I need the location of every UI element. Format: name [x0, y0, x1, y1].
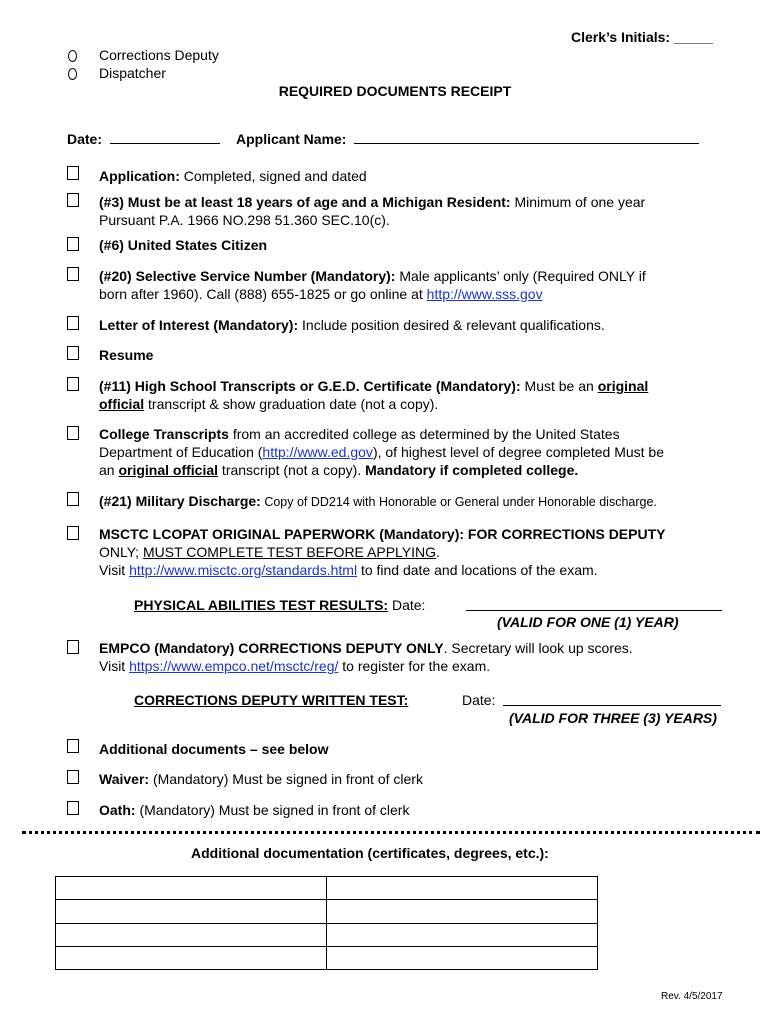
selective-service-line2: born after 1960). Call (888) 655-1825 or go online at	[99, 286, 427, 302]
sss-link[interactable]: http://www.sss.gov	[426, 286, 543, 302]
clerk-initials-blank[interactable]: _____	[673, 29, 713, 45]
page-title: REQUIRED DOCUMENTS RECEIPT	[278, 83, 512, 99]
table-cell[interactable]	[327, 900, 598, 923]
selective-service-text: Male applicants’ only (Required ONLY if	[395, 268, 646, 284]
age-item	[99, 193, 727, 229]
written-test-date-label: Date:	[462, 692, 496, 708]
clerk-initials-label: Clerk’s Initials:	[571, 29, 671, 45]
waiver-checkbox[interactable]	[67, 770, 79, 784]
additional-item: Additional documents – see below	[99, 741, 329, 757]
college-mandatory: Mandatory if completed college.	[365, 462, 579, 478]
pat-label: PHYSICAL ABILITIES TEST RESULTS:	[134, 597, 389, 613]
waiver-title: Waiver:	[99, 771, 150, 787]
application-checkbox[interactable]	[67, 166, 79, 180]
msctc-checkbox[interactable]	[67, 526, 79, 540]
highschool-text2: transcript & show graduation date (not a copy).	[144, 396, 439, 412]
additional-documentation-table	[55, 876, 598, 970]
msctc-line3a: Visit	[99, 562, 130, 578]
waiver-item	[99, 770, 727, 788]
application-text: Completed, signed and dated	[179, 168, 367, 184]
college-checkbox[interactable]	[67, 426, 79, 440]
table-cell[interactable]	[327, 877, 598, 900]
pat-date-label: Date:	[388, 597, 426, 613]
written-test-label: CORRECTIONS DEPUTY WRITTEN TEST:	[134, 692, 409, 708]
table-cell[interactable]	[327, 923, 598, 946]
highschool-title: (#11) High School Transcripts or G.E.D. Certificate (Mandatory):	[99, 378, 521, 394]
oath-item	[99, 801, 727, 819]
college-line2b: ), of highest level of degree completed Must be	[372, 444, 664, 460]
applicant-name-label: Applicant Name:	[236, 131, 347, 147]
selective-service-title: (#20) Selective Service Number (Mandatory):	[99, 268, 396, 284]
table-row	[56, 877, 598, 900]
table-cell[interactable]	[327, 946, 598, 969]
college-title: College Transcripts	[99, 426, 229, 442]
empco-text: . Secretary will look up scores.	[443, 640, 633, 656]
corrections-deputy-label: Corrections Deputy	[99, 47, 219, 63]
empco-line2b: to register for the exam.	[338, 658, 491, 674]
college-line2a: Department of Education (	[99, 444, 263, 460]
college-original-official: original official	[118, 462, 219, 478]
college-text: from an accredited college as determined by the United States	[228, 426, 620, 442]
applicant-name-field	[236, 131, 699, 147]
application-item	[99, 167, 727, 185]
college-item	[99, 425, 727, 479]
oath-checkbox[interactable]	[67, 801, 79, 815]
pat-valid-note: (VALID FOR ONE (1) YEAR)	[497, 614, 679, 630]
empco-title: EMPCO (Mandatory) CORRECTIONS DEPUTY ONLY	[99, 640, 444, 656]
dispatcher-radio[interactable]	[68, 68, 77, 80]
corrections-deputy-radio[interactable]	[68, 50, 77, 62]
age-title: (#3) Must be at least 18 years of age and a Michigan Resident:	[99, 194, 511, 210]
college-line3a: an	[99, 462, 119, 478]
waiver-text: (Mandatory) Must be signed in front of clerk	[149, 771, 423, 787]
written-test-date-line[interactable]	[503, 705, 721, 706]
letter-checkbox[interactable]	[67, 316, 79, 330]
highschool-item	[99, 377, 727, 413]
letter-item	[99, 316, 727, 334]
college-line3b: transcript (not a copy).	[218, 462, 366, 478]
table-row	[56, 900, 598, 923]
date-label: Date:	[67, 131, 103, 147]
oath-text: (Mandatory) Must be signed in front of clerk	[135, 802, 410, 818]
misctc-link[interactable]: http://www.misctc.org/standards.html	[129, 562, 358, 578]
application-title: Application:	[99, 168, 180, 184]
military-item	[99, 492, 727, 511]
empco-checkbox[interactable]	[67, 640, 79, 654]
msctc-line3b: to find date and locations of the exam.	[357, 562, 598, 578]
table-cell[interactable]	[56, 900, 327, 923]
date-field	[67, 131, 220, 147]
dispatcher-label: Dispatcher	[99, 65, 166, 81]
military-checkbox[interactable]	[67, 492, 79, 506]
clerk-initials	[571, 29, 713, 45]
table-cell[interactable]	[56, 923, 327, 946]
msctc-must-complete: MUST COMPLETE TEST BEFORE APPLYING	[142, 544, 437, 560]
table-row	[56, 946, 598, 969]
ed-gov-link[interactable]: http://www.ed.gov	[262, 444, 373, 460]
resume-item: Resume	[99, 347, 154, 363]
section-divider	[22, 831, 760, 834]
age-line2: Pursuant P.A. 1966 NO.298 51.360 SEC.10(c).	[99, 212, 390, 228]
age-checkbox[interactable]	[67, 193, 79, 207]
military-text: Copy of DD214 with Honorable or General under Honorable discharge.	[260, 495, 657, 509]
date-input-line[interactable]	[110, 143, 220, 144]
letter-title: Letter of Interest (Mandatory):	[99, 317, 299, 333]
msctc-line2a: ONLY;	[99, 544, 143, 560]
table-cell[interactable]	[56, 946, 327, 969]
selective-service-item	[99, 267, 727, 303]
citizen-checkbox[interactable]	[67, 237, 79, 251]
selective-service-checkbox[interactable]	[67, 267, 79, 281]
pat-row	[134, 597, 425, 613]
msctc-line2b: .	[436, 544, 440, 560]
highschool-text: Must be an	[520, 378, 598, 394]
highschool-official: official	[99, 396, 145, 412]
highschool-original: original	[597, 378, 649, 394]
table-cell[interactable]	[56, 877, 327, 900]
written-test-valid-note: (VALID FOR THREE (3) YEARS)	[509, 710, 717, 726]
applicant-name-input-line[interactable]	[354, 143, 699, 144]
letter-text: Include position desired & relevant qualifications.	[298, 317, 605, 333]
resume-checkbox[interactable]	[67, 346, 79, 360]
oath-title: Oath:	[99, 802, 136, 818]
additional-checkbox[interactable]	[67, 739, 79, 753]
revision-date: Rev. 4/5/2017	[661, 991, 723, 1002]
age-text: Minimum of one year	[510, 194, 646, 210]
msctc-item	[99, 525, 727, 579]
table-row	[56, 923, 598, 946]
citizen-item: (#6) United States Citizen	[99, 237, 268, 253]
empco-item	[99, 639, 727, 675]
pat-date-line[interactable]	[466, 610, 722, 611]
empco-line2a: Visit	[99, 658, 130, 674]
highschool-checkbox[interactable]	[67, 377, 79, 391]
military-title: (#21) Military Discharge:	[99, 493, 261, 509]
msctc-title: MSCTC LCOPAT ORIGINAL PAPERWORK (Mandatory): FOR CORRECTIONS DEPUTY	[99, 526, 666, 542]
additional-documentation-title: Additional documentation (certificates, degrees, etc.):	[191, 845, 549, 861]
empco-link[interactable]: https://www.empco.net/msctc/reg/	[129, 658, 339, 674]
